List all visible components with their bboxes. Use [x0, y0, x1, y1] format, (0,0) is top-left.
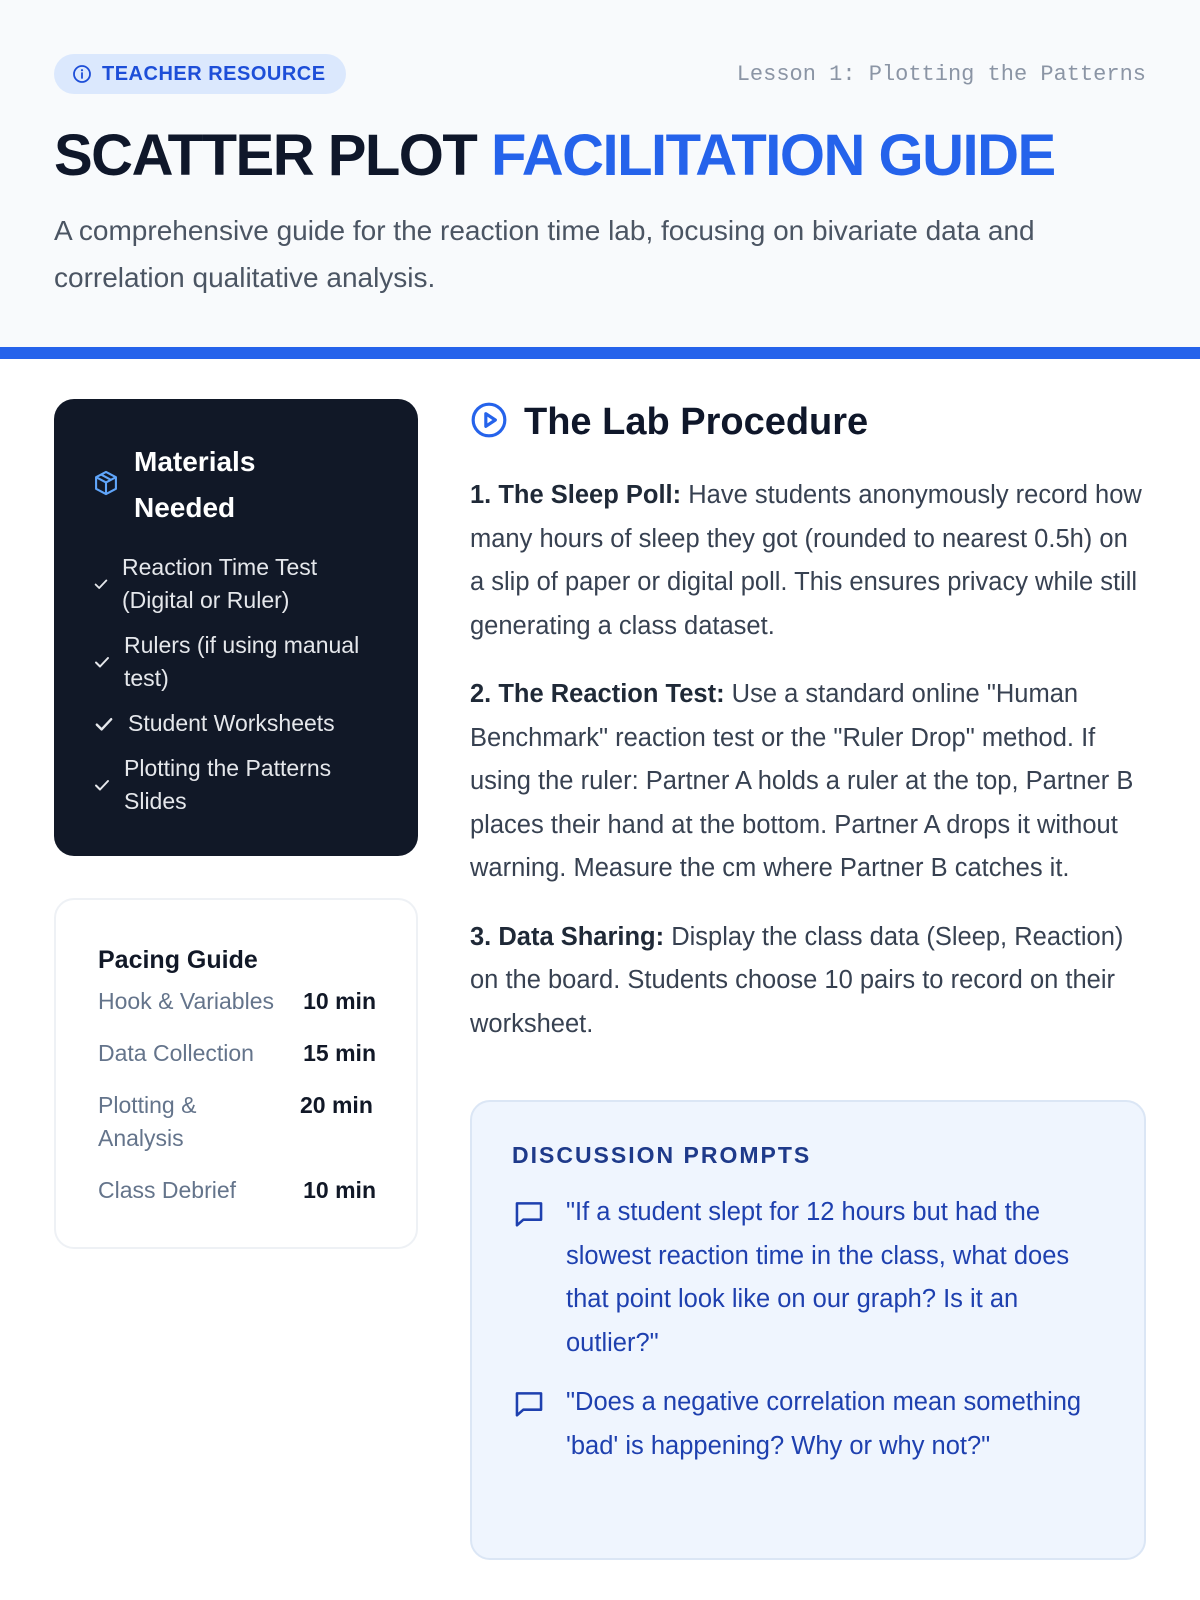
- list-item: [92, 629, 382, 695]
- step-heading: 3. Data Sharing:: [470, 922, 665, 951]
- list-item: [92, 752, 382, 818]
- page-header: [0, 0, 1200, 347]
- pacing-row: [98, 1174, 376, 1207]
- pacing-label: Data Collection: [98, 1040, 254, 1066]
- list-item: [92, 707, 382, 740]
- check-icon: [92, 652, 112, 672]
- procedure-step: [470, 916, 1146, 1047]
- pacing-label: Hook & Variables: [98, 988, 274, 1014]
- step-heading: 1. The Sleep Poll:: [470, 481, 682, 509]
- check-icon: [92, 575, 110, 593]
- step-text: Display the class data (Sleep, Reaction) on the board. Students choose 10 pairs to record on their worksheet.: [470, 922, 1124, 1038]
- prompt-text: "If a student slept for 12 hours but had the slowest reaction time in the class, what does that point look like on our graph? Is it an outlier?": [566, 1198, 1070, 1357]
- box-icon: [92, 469, 120, 502]
- check-icon: [92, 775, 112, 795]
- material-label: Plotting the Patterns Slides: [124, 755, 332, 814]
- procedure-step: [470, 474, 1146, 648]
- message-square-icon: [512, 1191, 546, 1365]
- pacing-label: Class Debrief: [98, 1177, 237, 1203]
- pacing-time: 20 min: [300, 1092, 373, 1118]
- header-divider: [0, 347, 1200, 359]
- pacing-row: [98, 985, 376, 1018]
- prompt-text: "Does a negative correlation mean something 'bad' is happening? Why or why not?": [566, 1388, 1082, 1460]
- lesson-label: Lesson 1: Plotting the Patterns: [736, 61, 1146, 87]
- check-icon: [92, 712, 116, 736]
- materials-card: [54, 399, 418, 856]
- step-heading: 2. The Reaction Test:: [470, 680, 725, 708]
- pacing-time: 10 min: [303, 988, 376, 1014]
- title-accent: FACILITATION GUIDE: [490, 123, 1055, 188]
- material-label: Rulers (if using manual test): [124, 632, 360, 691]
- step-text: Have students anonymously record how many hours of sleep they got (rounded to nearest 0.5h) on a slip of paper or digital poll. This ensures privacy while still generating a class dataset.: [470, 481, 1142, 640]
- page-title: [54, 123, 1146, 188]
- discussion-prompt: [512, 1381, 1104, 1468]
- pacing-row: [98, 1037, 376, 1070]
- procedure-step: [470, 673, 1146, 891]
- right-column: [470, 399, 1146, 1560]
- info-icon: [72, 64, 92, 84]
- materials-header: [92, 439, 382, 531]
- left-column: [54, 399, 418, 1560]
- pacing-row: [98, 1089, 376, 1155]
- play-circle-icon: [470, 401, 508, 444]
- page-subtitle: A comprehensive guide for the reaction time lab, focusing on bivariate data and correlation qualitative analysis.: [54, 214, 1035, 293]
- discussion-prompt: [512, 1191, 1104, 1365]
- procedure-header: [470, 401, 1146, 444]
- material-label: Reaction Time Test (Digital or Ruler): [122, 554, 318, 613]
- badge-label: TEACHER RESOURCE: [102, 62, 326, 85]
- pacing-title: Pacing Guide: [98, 946, 258, 974]
- prompts-title: DISCUSSION PROMPTS: [512, 1142, 812, 1168]
- procedure-title: The Lab Procedure: [524, 401, 869, 443]
- discussion-prompts-card: [470, 1100, 1146, 1560]
- list-item: [92, 551, 382, 617]
- main-content: [0, 347, 1200, 1560]
- pacing-time: 10 min: [303, 1177, 376, 1203]
- header-top-row: [54, 54, 1146, 94]
- pacing-label: Plotting & Analysis: [98, 1092, 197, 1151]
- materials-list: [92, 551, 382, 818]
- pacing-card: [54, 898, 418, 1249]
- step-text: Use a standard online "Human Benchmark" reaction test or the "Ruler Drop" method. If using the ruler: Partner A holds a ruler at the top, Partner B places their hand at the bottom. Partner A drops it without warning. Measure the cm where Partner B catches it.: [470, 680, 1134, 882]
- message-square-icon: [512, 1381, 546, 1468]
- material-label: Student Worksheets: [128, 710, 335, 736]
- teacher-resource-badge: [54, 54, 346, 94]
- pacing-time: 15 min: [303, 1040, 376, 1066]
- materials-title: Materials Needed: [134, 446, 256, 523]
- title-main: SCATTER PLOT: [54, 123, 491, 188]
